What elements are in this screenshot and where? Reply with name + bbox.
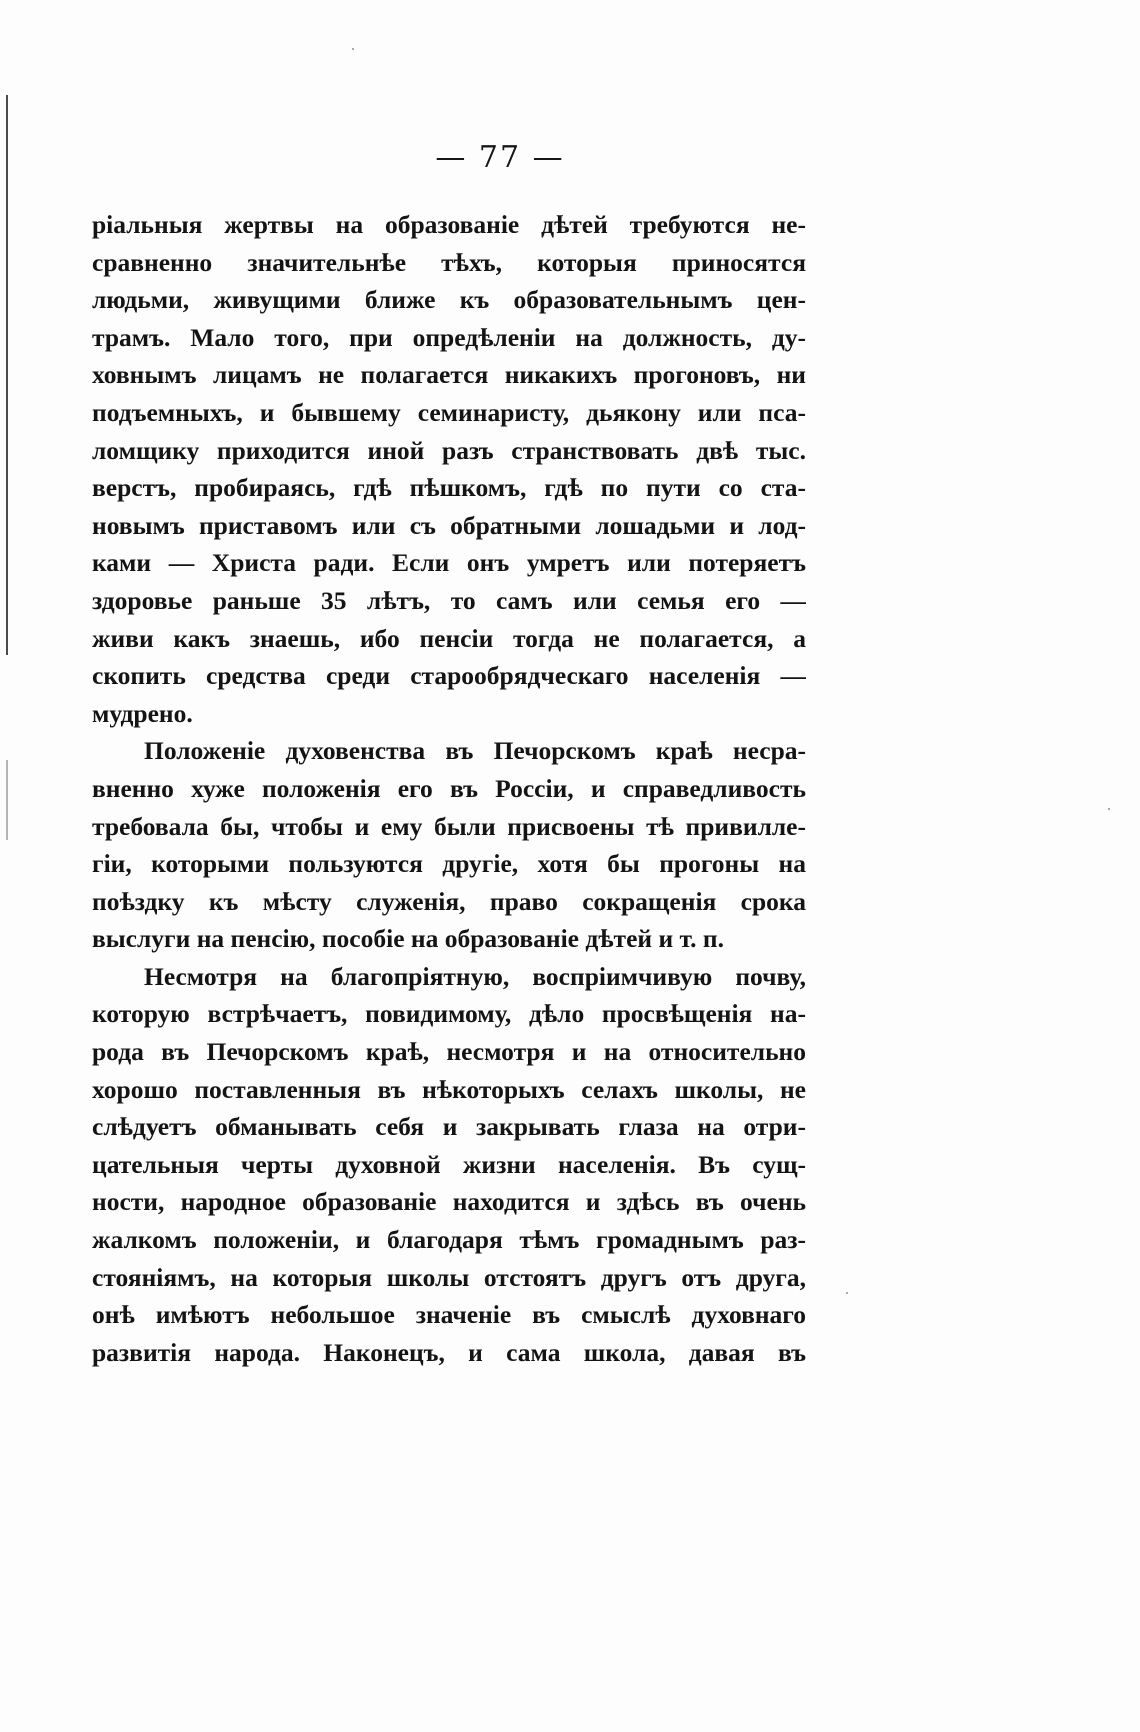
text-line: вненно хуже положенія его въ Россіи, и справедливость [92,773,806,803]
text-line: жалкомъ положеніи, и благодаря тѣмъ громаднымъ раз- [92,1225,806,1255]
text-line: ности, народное образованіе находится и здѣсь въ очень [92,1187,806,1217]
scan-binding-edge [6,95,8,655]
scan-speck [846,1292,848,1294]
text-line: ломщику приходится иной разъ странствовать двѣ тыс. [92,435,806,465]
text-line: онѣ имѣютъ небольшое значеніе въ смыслѣ духовнаго [92,1300,806,1330]
text-line: скопить средства среди старообрядческаго населенія — [92,661,806,691]
scan-binding-edge-lower [6,760,8,840]
body-text [92,206,806,1371]
paragraph [92,958,806,1372]
text-line: подъемныхъ, и бывшему семинаристу, дьякону или пса- [92,397,806,427]
text-line: трамъ. Мало того, при опредѣленіи на должность, ду- [92,322,806,352]
text-line: требовала бы, чтобы и ему были присвоены тѣ привилле- [92,811,806,841]
text-line: ками — Христа ради. Если онъ умретъ или потеряетъ [92,548,806,578]
text-line: развитія народа. Наконецъ, и сама школа, давая въ [92,1337,806,1367]
text-line: здоровье раньше 35 лѣтъ, то самъ или семья его — [92,585,806,615]
text-line: рода въ Печорскомъ краѣ, несмотря и на относительно [92,1037,806,1067]
text-line: хорошо поставленныя въ нѣкоторыхъ селахъ школы, не [92,1074,806,1104]
text-line: верстъ, пробираясь, гдѣ пѣшкомъ, гдѣ по пути со ста- [92,473,806,503]
text-line: Положеніе духовенства въ Печорскомъ краѣ несра- [144,736,806,766]
paragraph [92,732,806,958]
page-number: — 77 — [435,140,565,175]
text-line: цательныя черты духовной жизни населенія. Въ сущ- [92,1149,806,1179]
text-line: слѣдуетъ обманывать себя и закрывать глаза на отри- [92,1112,806,1142]
text-line: ріальныя жертвы на образованіе дѣтей требуются не- [92,210,806,239]
paragraph [92,206,806,732]
text-line: ховнымъ лицамъ не полагается никакихъ прогоновъ, ни [92,360,806,390]
text-line: сравненно значительнѣе тѣхъ, которыя приносятся [92,247,806,277]
scan-speck [1108,808,1110,810]
text-line: живи какъ знаешь, ибо пенсіи тогда не полагается, а [92,623,806,653]
text-line: мудрено. [92,698,193,728]
text-line: Несмотря на благопріятную, воспріимчивую почву, [144,961,806,991]
text-line: людьми, живущими ближе къ образовательнымъ цен- [92,285,806,315]
text-line: поѣздку къ мѣсту служенія, право сокращенія срока [92,886,806,916]
text-line: новымъ приставомъ или съ обратными лошадьми и лод- [92,510,806,540]
scan-speck [352,48,354,50]
text-line: стояніямъ, на которыя школы отстоятъ другъ отъ друга, [92,1262,806,1292]
text-line: выслуги на пенсію, пособіе на образованіе дѣтей и т. п. [92,924,724,954]
text-line: гіи, которыми пользуются другіе, хотя бы прогоны на [92,849,806,879]
text-line: которую встрѣчаетъ, повидимому, дѣло просвѣщенія на- [92,999,806,1029]
